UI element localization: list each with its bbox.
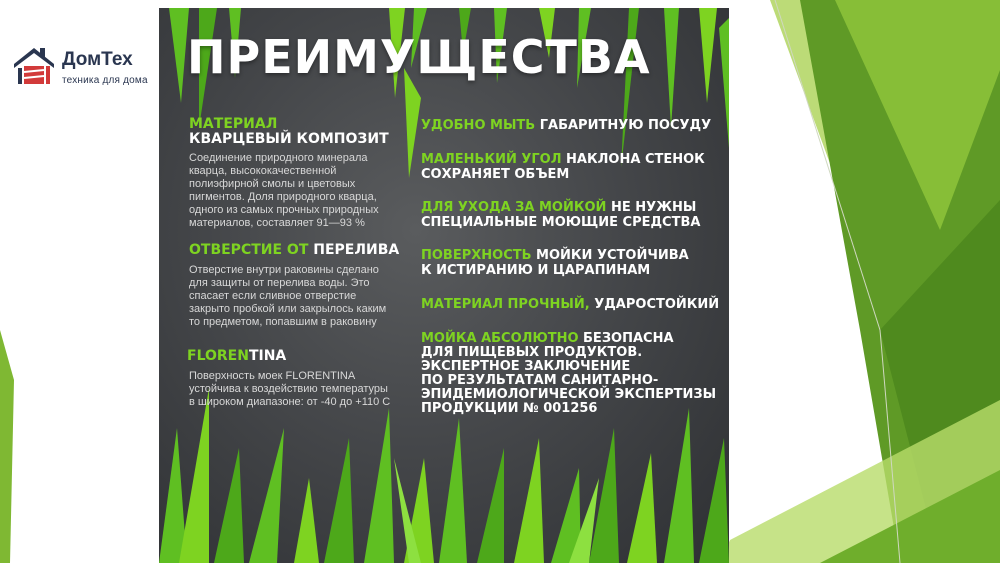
florentina-description: Поверхность моек FLORENTINA устойчива к воздействию температуры в широком диапазоне: от -40 до +110 С xyxy=(189,370,391,408)
advantage-durable-material: МАТЕРИАЛ ПРОЧНЫЙ, УДАРОСТОЙКИЙ xyxy=(421,297,720,312)
advantages-poster xyxy=(159,8,729,563)
material-heading: МАТЕРИАЛ КВАРЦЕВЫЙ КОМПОЗИТ xyxy=(189,116,389,147)
advantage-surface-resistant: ПОВЕРХНОСТЬ МОЙКИ УСТОЙЧИВА К ИСТИРАНИЮ И ЦАРАПИНАМ xyxy=(421,248,689,278)
overflow-heading: ОТВЕРСТИЕ ОТ ПЕРЕЛИВА xyxy=(189,242,400,258)
advantage-food-safe: МОЙКА АБСОЛЮТНО БЕЗОПАСНА ДЛЯ ПИЩЕВЫХ ПРОДУКТОВ. ЭКСПЕРТНОЕ ЗАКЛЮЧЕНИЕ ПО РЕЗУЛЬТАТАМ САНИТАРНО- ЭПИДЕМИОЛОГИЧЕСКОЙ ЭКСПЕРТИЗЫ ПРОДУКЦИИ № 001256 xyxy=(421,331,717,416)
company-logo[interactable] xyxy=(10,44,160,90)
overflow-description: Отверстие внутри раковины сделано для защиты от перелива воды. Это спасает если сливное отверстие закрыто пробкой или закрылось каким то предметом, попавшим в раковину xyxy=(189,264,387,328)
advantage-easy-wash: УДОБНО МЫТЬ ГАБАРИТНУЮ ПОСУДУ xyxy=(421,118,712,133)
poster-title: ПРЕИМУЩЕСТВА xyxy=(187,30,651,84)
advantage-no-special-cleaners: ДЛЯ УХОДА ЗА МОЙКОЙ НЕ НУЖНЫ СПЕЦИАЛЬНЫЕ МОЮЩИЕ СРЕДСТВА xyxy=(421,200,701,230)
material-description: Соединение природного минерала кварца, высококачественной полиэфирной смолы и цветовых пигментов. Доля природного кварца, одного из самых прочных природных материалов, составляет 91—93 % xyxy=(189,152,379,229)
florentina-heading: FLORENTINA xyxy=(187,348,287,364)
house-logo-icon xyxy=(10,44,58,88)
advantage-small-angle: МАЛЕНЬКИЙ УГОЛ НАКЛОНА СТЕНОК СОХРАНЯЕТ ОБЪЕМ xyxy=(421,152,705,182)
logo-tagline: техника для дома xyxy=(62,75,148,86)
logo-brand-name: ДомТех xyxy=(62,49,133,70)
